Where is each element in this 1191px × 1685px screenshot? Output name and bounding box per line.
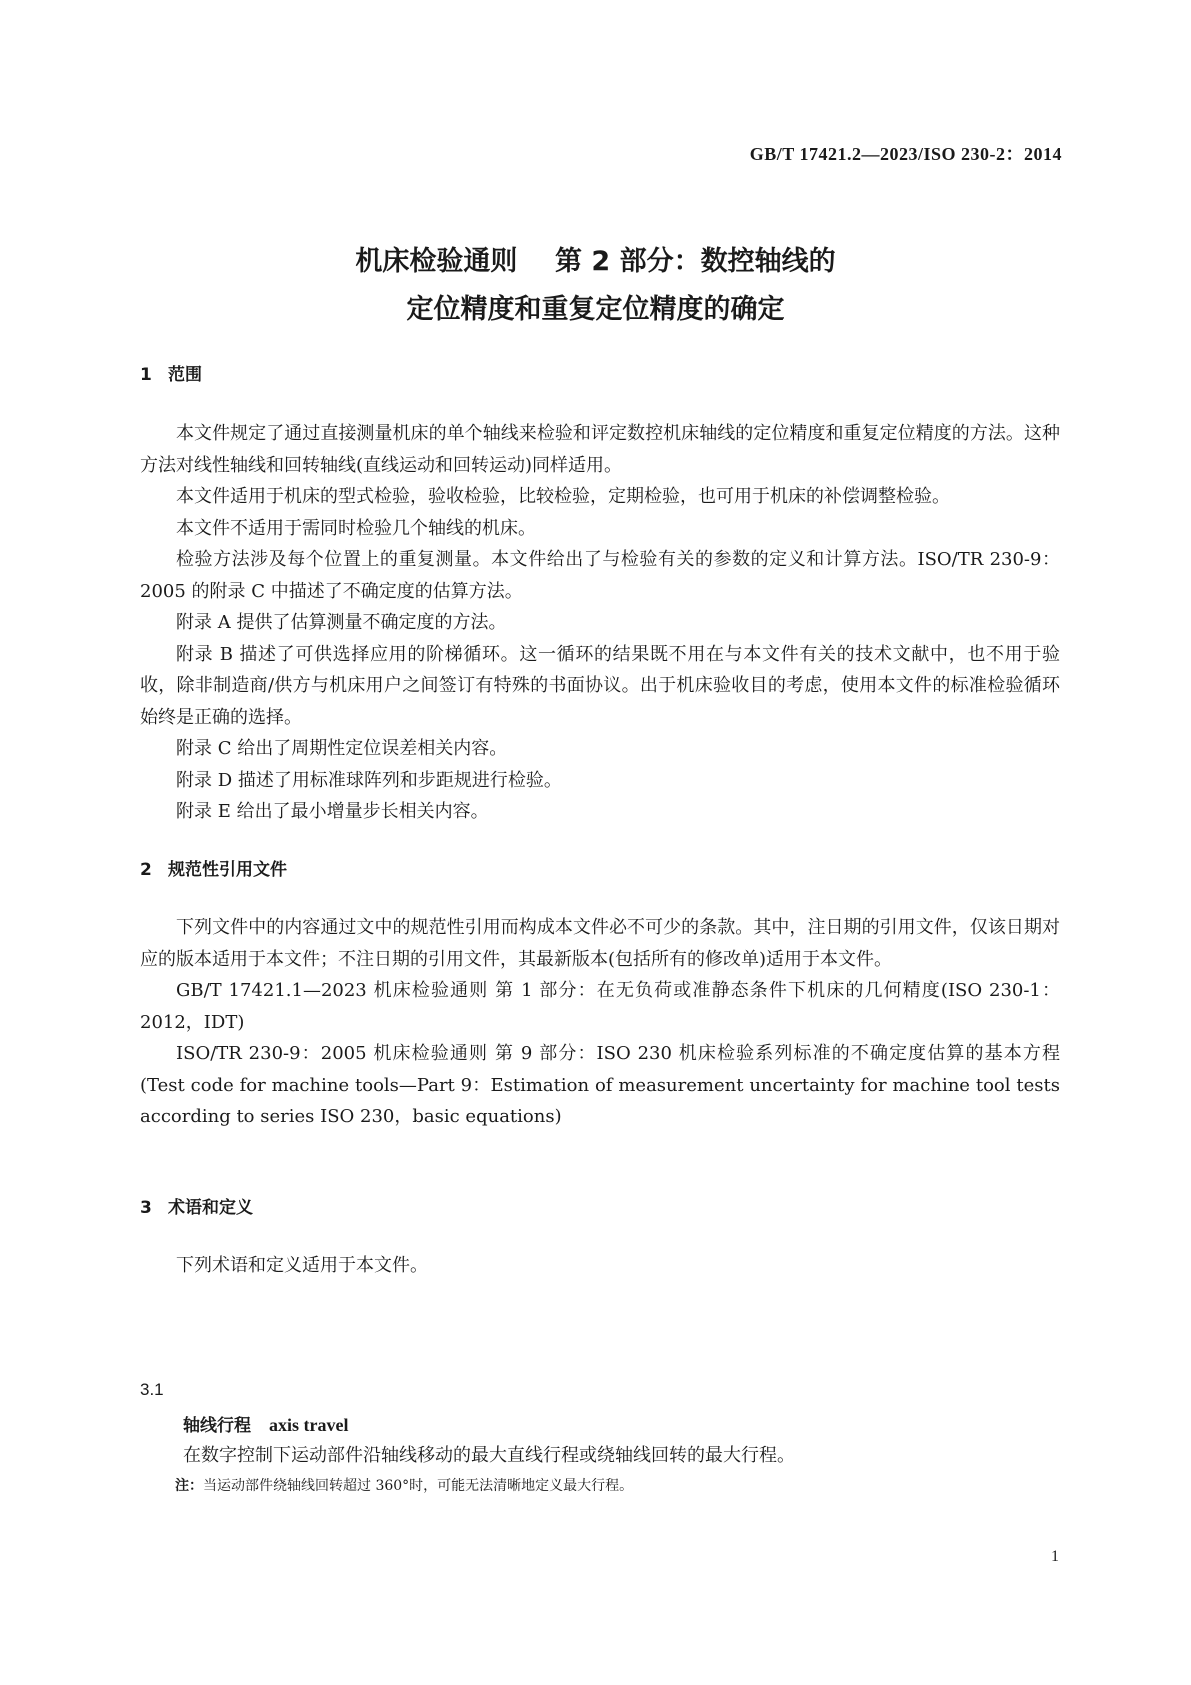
section-number: 2 [140, 860, 152, 880]
note-text: 当运动部件绕轴线回转超过 360°时，可能无法清晰地定义最大行程。 [203, 1478, 634, 1494]
reference-entry: GB/T 17421.1—2023 机床检验通则 第 1 部分：在无负荷或准静态条件下机床的几何精度(ISO 230-1：2012，IDT) [140, 980, 1060, 1033]
page-number: 1 [1051, 1548, 1059, 1565]
section-title: 术语和定义 [168, 1198, 253, 1218]
paragraph: 本文件规定了通过直接测量机床的单个轴线来检验和评定数控机床轴线的定位精度和重复定位精度的方法。这种方法对线性轴线和回转轴线(直线运动和回转运动)同样适用。 [140, 423, 1060, 476]
term-note [175, 1475, 633, 1495]
paragraph: 附录 D 描述了用标准球阵列和步距规进行检验。 [176, 769, 562, 791]
term-english: axis travel [269, 1415, 349, 1435]
section-1-heading [140, 360, 202, 385]
term-heading [183, 1411, 348, 1436]
title-line-2: 定位精度和重复定位精度的确定 [406, 294, 785, 325]
paragraph: 附录 B 描述了可供选择应用的阶梯循环。这一循环的结果既不用在与本文件有关的技术文献中，也不用于验收，除非制造商/供方与机床用户之间签订有特殊的书面协议。出于机床验收目的考虑，使用本文件的标准检验循环始终是正确的选择。 [140, 643, 1060, 728]
document-title [0, 238, 1191, 334]
note-label: 注： [175, 1478, 203, 1494]
section-2-body [140, 912, 1060, 1133]
term-number: 3.1 [140, 1380, 164, 1399]
paragraph: 附录 A 提供了估算测量不确定度的方法。 [176, 612, 507, 633]
paragraph: 下列术语和定义适用于本文件。 [176, 1255, 428, 1276]
paragraph: 附录 E 给出了最小增量步长相关内容。 [176, 801, 489, 822]
paragraph: 本文件适用于机床的型式检验，验收检验，比较检验，定期检验，也可用于机床的补偿调整检验。 [176, 486, 950, 507]
section-2-heading [140, 855, 287, 880]
term-chinese: 轴线行程 [183, 1416, 251, 1436]
term-definition: 在数字控制下运动部件沿轴线移动的最大直线行程或绕轴线回转的最大行程。 [183, 1445, 795, 1466]
section-number: 3 [140, 1198, 152, 1218]
paragraph: 检验方法涉及每个位置上的重复测量。本文件给出了与检验有关的参数的定义和计算方法。ISO/TR 230-9：2005 的附录 C 中描述了不确定度的估算方法。 [140, 549, 1060, 602]
section-3-heading [140, 1193, 253, 1218]
section-title: 规范性引用文件 [168, 860, 287, 880]
paragraph: 附录 C 给出了周期性定位误差相关内容。 [176, 738, 508, 759]
paragraph: 下列文件中的内容通过文中的规范性引用而构成本文件必不可少的条款。其中，注日期的引用文件，仅该日期对应的版本适用于本文件；不注日期的引用文件，其最新版本(包括所有的修改单)适用于本文件。 [140, 917, 1060, 970]
section-title: 范围 [168, 365, 202, 385]
reference-entry: ISO/TR 230-9：2005 机床检验通则 第 9 部分：ISO 230 机床检验系列标准的不确定度估算的基本方程(Test code for machine tools—Part 9：Estimation of measurement uncertainty for machine tool tests according to series ISO 230，basic equations) [140, 1043, 1060, 1127]
section-3-body [140, 1250, 1060, 1282]
title-line-1: 机床检验通则 第 2 部分：数控轴线的 [355, 246, 836, 277]
paragraph: 本文件不适用于需同时检验几个轴线的机床。 [176, 517, 536, 539]
section-1-body [140, 418, 1060, 828]
section-number: 1 [140, 365, 152, 385]
standard-number: GB/T 17421.2—2023/ISO 230-2：2014 [749, 144, 1062, 164]
